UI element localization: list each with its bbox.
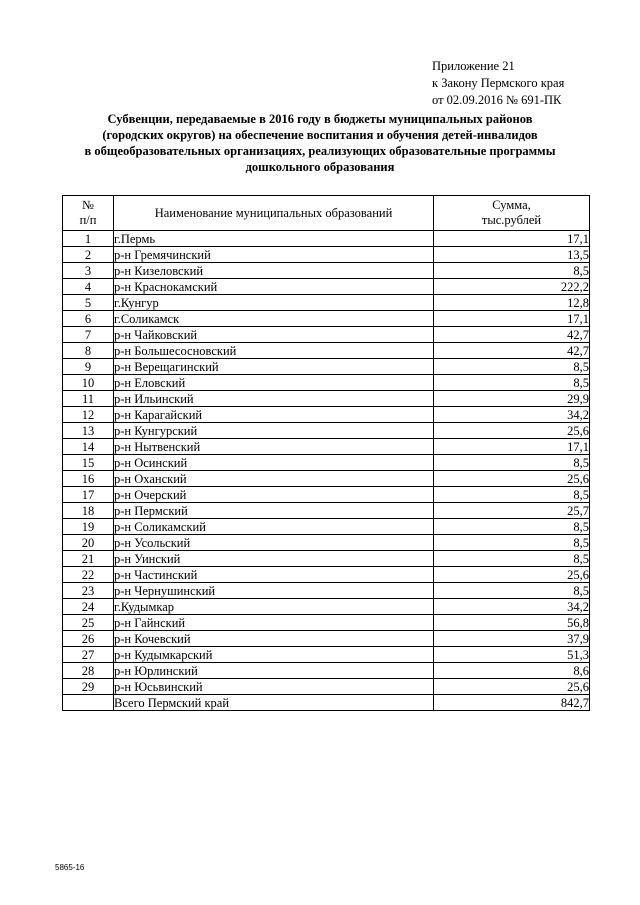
row-sum: 17,1: [434, 231, 590, 247]
table-row: [63, 647, 590, 663]
row-number: 21: [63, 551, 114, 567]
row-number: 1: [63, 231, 114, 247]
row-sum: 34,2: [434, 599, 590, 615]
row-name: р-н Осинский: [114, 455, 434, 471]
row-sum: 13,5: [434, 247, 590, 263]
table-row: [63, 567, 590, 583]
row-name: р-н Очерский: [114, 487, 434, 503]
row-sum: 8,5: [434, 519, 590, 535]
row-number: 29: [63, 679, 114, 695]
title-line: в общеобразовательных организациях, реализующих образовательные программы: [84, 144, 556, 158]
row-number: 25: [63, 615, 114, 631]
row-sum: 25,6: [434, 567, 590, 583]
row-name: р-н Уинский: [114, 551, 434, 567]
row-sum: 8,5: [434, 455, 590, 471]
row-name: р-н Большесосновский: [114, 343, 434, 359]
header-sum-line1: Сумма,: [492, 198, 531, 212]
row-name: р-н Краснокамский: [114, 279, 434, 295]
table-header-row: [63, 196, 590, 231]
row-name: р-н Ильинский: [114, 391, 434, 407]
table-row: [63, 311, 590, 327]
table-row: [63, 551, 590, 567]
row-name: г.Соликамск: [114, 311, 434, 327]
row-number: 26: [63, 631, 114, 647]
row-sum: 222,2: [434, 279, 590, 295]
row-sum: 8,5: [434, 583, 590, 599]
table-row: [63, 407, 590, 423]
row-sum: 8,5: [434, 375, 590, 391]
row-name: р-н Юсьвинский: [114, 679, 434, 695]
header-number-line2: п/п: [79, 213, 97, 227]
total-number: [63, 695, 114, 711]
table-row: [63, 279, 590, 295]
header-number: [63, 196, 114, 231]
appendix-reference: [432, 58, 564, 109]
table-row: [63, 615, 590, 631]
row-number: 12: [63, 407, 114, 423]
row-name: р-н Гремячинский: [114, 247, 434, 263]
table-row: [63, 247, 590, 263]
row-sum: 25,7: [434, 503, 590, 519]
header-sum: [434, 196, 590, 231]
table-row: [63, 343, 590, 359]
row-name: г.Пермь: [114, 231, 434, 247]
table-row: [63, 663, 590, 679]
table-row: [63, 439, 590, 455]
table-row: [63, 295, 590, 311]
row-sum: 8,6: [434, 663, 590, 679]
row-number: 6: [63, 311, 114, 327]
row-name: р-н Соликамский: [114, 519, 434, 535]
row-number: 14: [63, 439, 114, 455]
table-row: [63, 631, 590, 647]
title-line: дошкольного образования: [245, 160, 395, 174]
row-name: р-н Кизеловский: [114, 263, 434, 279]
table-row: [63, 583, 590, 599]
row-number: 10: [63, 375, 114, 391]
table-row: [63, 679, 590, 695]
row-number: 27: [63, 647, 114, 663]
row-name: р-н Верещагинский: [114, 359, 434, 375]
row-sum: 17,1: [434, 439, 590, 455]
row-name: р-н Частинский: [114, 567, 434, 583]
row-number: 9: [63, 359, 114, 375]
header-number-line1: №: [82, 198, 94, 212]
row-sum: 29,9: [434, 391, 590, 407]
title-line: (городских округов) на обеспечение воспитания и обучения детей-инвалидов: [102, 128, 538, 142]
table-row: [63, 231, 590, 247]
row-name: р-н Кунгурский: [114, 423, 434, 439]
row-number: 18: [63, 503, 114, 519]
row-number: 2: [63, 247, 114, 263]
row-sum: 51,3: [434, 647, 590, 663]
row-number: 4: [63, 279, 114, 295]
row-name: р-н Чайковский: [114, 327, 434, 343]
row-sum: 8,5: [434, 359, 590, 375]
row-number: 3: [63, 263, 114, 279]
row-name: г.Кудымкар: [114, 599, 434, 615]
row-sum: 37,9: [434, 631, 590, 647]
row-sum: 8,5: [434, 487, 590, 503]
row-name: р-н Пермский: [114, 503, 434, 519]
row-number: 17: [63, 487, 114, 503]
row-number: 28: [63, 663, 114, 679]
table-body: [63, 231, 590, 711]
row-number: 20: [63, 535, 114, 551]
row-name: р-н Юрлинский: [114, 663, 434, 679]
row-number: 5: [63, 295, 114, 311]
total-sum: 842,7: [434, 695, 590, 711]
table-row: [63, 359, 590, 375]
row-sum: 25,6: [434, 423, 590, 439]
table-row: [63, 471, 590, 487]
row-sum: 12,8: [434, 295, 590, 311]
row-name: р-н Усольский: [114, 535, 434, 551]
table-row: [63, 375, 590, 391]
row-sum: 34,2: [434, 407, 590, 423]
row-number: 22: [63, 567, 114, 583]
row-name: р-н Карагайский: [114, 407, 434, 423]
row-name: р-н Гайнский: [114, 615, 434, 631]
row-sum: 25,6: [434, 679, 590, 695]
table-row: [63, 599, 590, 615]
table-row: [63, 519, 590, 535]
appendix-number: Приложение 21: [432, 59, 515, 73]
row-number: 19: [63, 519, 114, 535]
row-number: 11: [63, 391, 114, 407]
total-name: Всего Пермский край: [114, 695, 434, 711]
row-name: р-н Кудымкарский: [114, 647, 434, 663]
document-code: 5865-16: [55, 863, 85, 872]
appendix-date: от 02.09.2016 № 691-ПК: [432, 93, 562, 107]
row-sum: 42,7: [434, 327, 590, 343]
row-sum: 17,1: [434, 311, 590, 327]
row-sum: 8,5: [434, 535, 590, 551]
row-name: г.Кунгур: [114, 295, 434, 311]
row-sum: 25,6: [434, 471, 590, 487]
row-sum: 8,5: [434, 551, 590, 567]
row-number: 8: [63, 343, 114, 359]
row-number: 15: [63, 455, 114, 471]
title-line: Субвенции, передаваемые в 2016 году в бюджеты муниципальных районов: [107, 112, 533, 126]
row-sum: 42,7: [434, 343, 590, 359]
table-row: [63, 487, 590, 503]
row-number: 23: [63, 583, 114, 599]
row-name: р-н Кочевский: [114, 631, 434, 647]
table-row: [63, 327, 590, 343]
row-sum: 56,8: [434, 615, 590, 631]
row-number: 13: [63, 423, 114, 439]
table-row: [63, 263, 590, 279]
row-number: 24: [63, 599, 114, 615]
appendix-law: к Закону Пермского края: [432, 76, 565, 90]
table-row: [63, 503, 590, 519]
row-name: р-н Еловский: [114, 375, 434, 391]
row-number: 16: [63, 471, 114, 487]
table-row: [63, 391, 590, 407]
table-row: [63, 455, 590, 471]
row-name: р-н Нытвенский: [114, 439, 434, 455]
row-sum: 8,5: [434, 263, 590, 279]
row-number: 7: [63, 327, 114, 343]
table-row: [63, 423, 590, 439]
header-sum-line2: тыс.рублей: [481, 213, 542, 227]
row-name: р-н Оханский: [114, 471, 434, 487]
document-title: [60, 111, 580, 175]
table-row: [63, 535, 590, 551]
header-name: Наименование муниципальных образований: [114, 196, 434, 231]
subsidies-table: [62, 195, 590, 711]
table-total-row: [63, 695, 590, 711]
row-name: р-н Чернушинский: [114, 583, 434, 599]
